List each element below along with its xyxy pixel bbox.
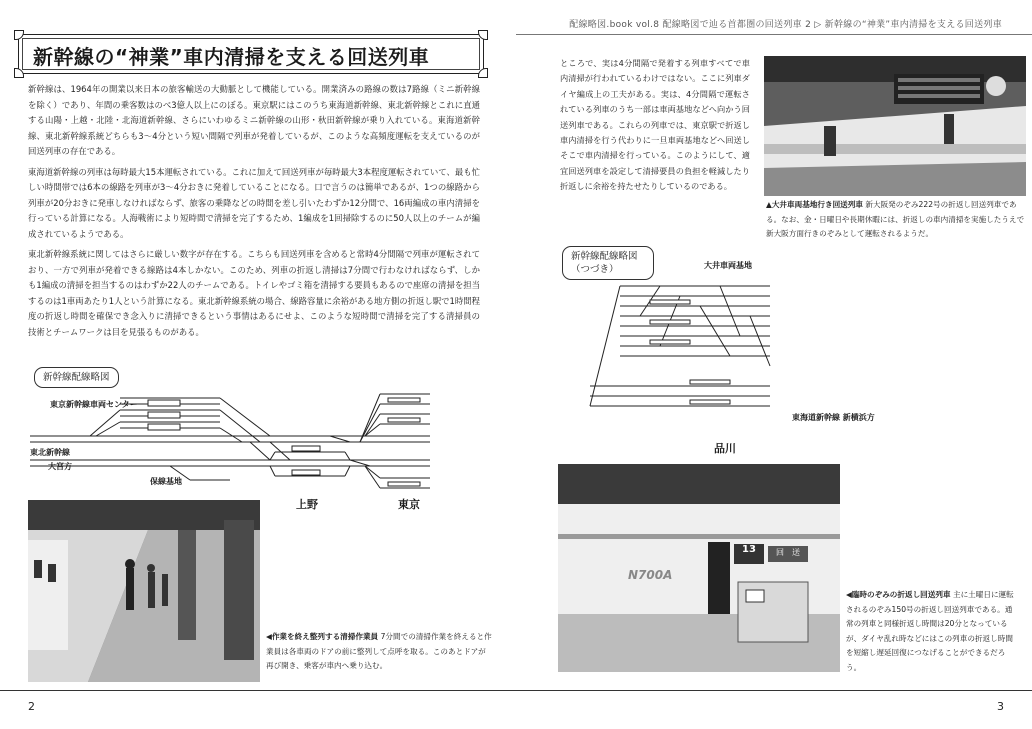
frame-corner (14, 30, 24, 40)
track-diagram-label: 新幹線配線略図 (34, 367, 119, 388)
article-body-left (28, 82, 480, 345)
track-diagram-shinagawa (580, 256, 780, 426)
caption-title: ◀作業を終え整列する清掃作業員 (266, 632, 379, 641)
car-number-sign: 13 (742, 544, 756, 555)
header-rule (516, 34, 1032, 35)
caption-body: 新大阪発のぞみ222号の折返し回送列車である。なお、金・日曜日や長期休暇には、折返しの車内清掃を実施したうえで新大阪方面行きのぞみとして運転されるようだ。 (766, 200, 1025, 238)
station-shinagawa: 品川 (714, 442, 736, 455)
destination-sign: 回 送 (776, 548, 800, 557)
article-body-right (560, 56, 750, 200)
running-head: 配線略図.book vol.8 配線略図で辿る首都圏の回送列車 2 ▷ 新幹線の“神業”車内清掃を支える回送列車 (569, 20, 1002, 30)
footer-rule (0, 690, 1032, 692)
oi-depot-train-photo (764, 56, 1026, 196)
frame-corner (478, 30, 488, 40)
right-page (516, 0, 1032, 729)
label-tohoku-line: 東北新幹線 (30, 448, 70, 457)
station-tokyo: 東京 (398, 498, 420, 511)
cleaning-crew-photo (28, 500, 260, 682)
paragraph: 新幹線は、1964年の開業以来日本の旅客輸送の大動脈として機能している。開業済みの路線の数は7路線（ミニ新幹線を除く）であり、年間の乗客数はのべ3億人以上にのぼる。東京駅にはこのうち東海道新幹線、東北新幹線とこれに直通する山陽・上越・北陸・北海道新幹線、さらにいわゆるミニ新幹線の山形・秋田新幹線が乗り入れている。東海道新幹線、東北新幹線系統どちらも3～4分という短い間隔で列車が発着しているが、このような高頻度運転を支えているのが回送列車の存在である。 (28, 84, 480, 156)
article-title-frame (18, 34, 484, 74)
caption-body: 主に土曜日に運転されるのぞみ150号の折返し回送列車である。通常の列車と同様折返し時間は20分となっているが、ダイヤ乱れ時などにはこの列車の折返し時間を短縮し遅延回復につなげることができるだろう。 (846, 590, 1014, 672)
caption-cleaning-crew (266, 630, 492, 674)
station-ueno: 上野 (296, 498, 318, 511)
label-hoyard: 保線基地 (150, 477, 182, 486)
label-tokaido: 東海道新幹線 新横浜方 (792, 413, 875, 422)
track-diagram-label: 新幹線配線略図（つづき） (562, 246, 654, 280)
paragraph: 東海道新幹線の列車は毎時最大15本運転されている。これに加えて回送列車が毎時最大3本程度運転されていて、最も忙しい時間帯では6本の線路を列車が3～4分おきに発着していることになる。口で言うのは簡単であるが、1つの線路から列車が20分おきに発車しなければならず、旅客の乗降などの時間を差し引いたわずか12分間で、16両編成の車内清掃を行っている計算になる。人海戦術により短時間で清掃を完了するため、1編成を1回掃除するのに50人以上のチームが編成されているようである。 (28, 166, 480, 239)
paragraph: ところで、実は4分間隔で発着する列車すべてで車内清掃が行われているわけではない。ここに列車ダイヤ編成上の工夫がある。実は、4分間隔で運転されている列車のうち一部は車両基地などへ向かう回送列車である。これらの列車では、東京駅で折返し車内清掃を行う代わりに一旦車両基地などへ回送しそこで車内清掃を行っている。このようにして、適宜回送列車を設定して清掃要員の負担を軽減したり折返しに余裕を持たせたりしているのである。 (560, 58, 750, 192)
label-oi-depot: 大井車両基地 (704, 261, 752, 270)
caption-body: 7分間での清掃作業を終えると作業員は各車両のドアの前に整列して点呼を取る。このあとドアが再び開き、乗客が車内へ乗り込む。 (266, 632, 492, 670)
train-logo: N700A (628, 568, 673, 582)
nozomi-rinji-train-photo (558, 464, 840, 672)
frame-corner (14, 68, 24, 78)
article-title: 新幹線の“神業”車内清掃を支える回送列車 (33, 45, 430, 69)
page-number-left: 2 (28, 700, 35, 713)
label-omiya: 大宮方 (48, 462, 72, 471)
page-number-right: 3 (997, 700, 1004, 713)
paragraph: 東北新幹線系統に関してはさらに厳しい数字が存在する。こちらも回送列車を含めると常時4分間隔で列車が運転されており、一方で列車が発着できる線路は4本しかない。このため、列車の折返し清掃は7分間で行わなければならず、しかも1編成の清掃を担当するのはわずか22人のチームである。トイレやゴミ箱を清掃する要員もあるので座席の清掃を担当するのは1車両あたり1人という計算になる。東北新幹線系統の場合、線路容量に余裕がある地方側の折返し駅で1時間程度の折返し時間を確保でき念入りに清掃できるという事情はあるにせよ、このような短時間で清掃を完了する清掃員の技術とチームワークは目を見張るものがある。 (28, 249, 480, 337)
caption-nozomi-rinji (846, 588, 1018, 675)
caption-title: ▲大井車両基地行き回送列車 (766, 200, 863, 209)
label-depot: 東京新幹線車両センター (50, 400, 138, 409)
caption-title: ◀臨時のぞみの折返し回送列車 (846, 590, 951, 599)
frame-corner (478, 68, 488, 78)
caption-oi-depot-train (766, 198, 1028, 242)
